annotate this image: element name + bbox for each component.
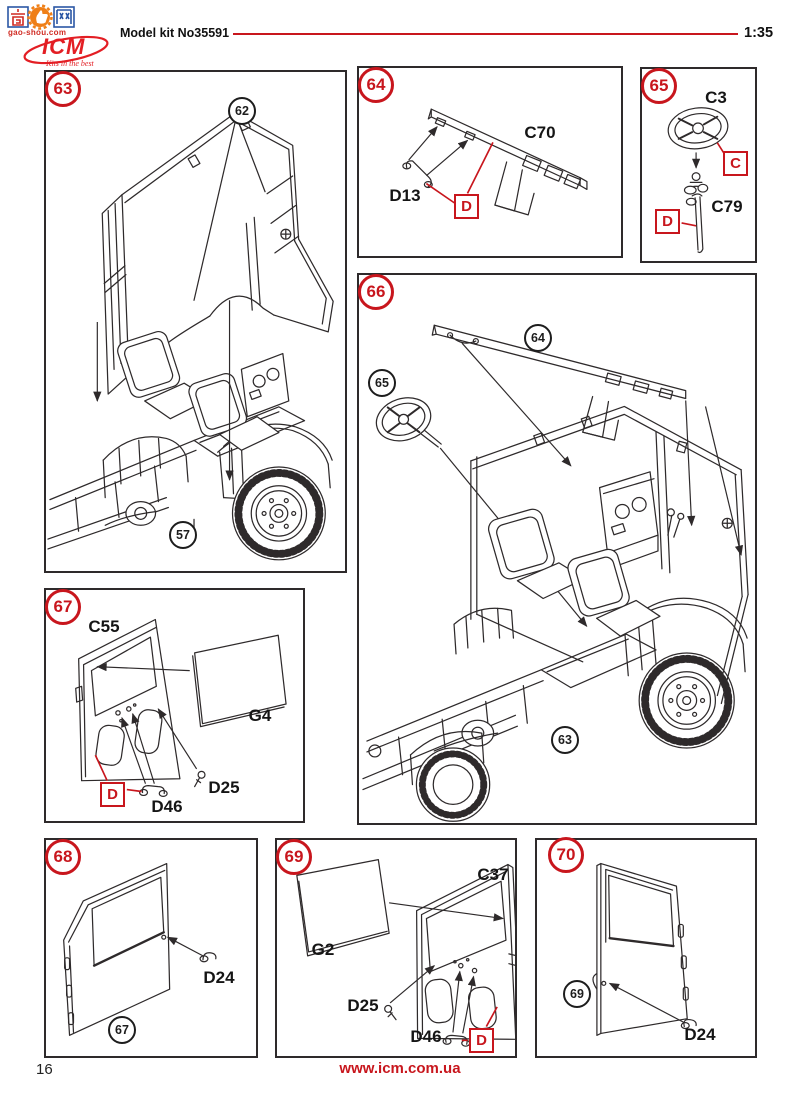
step-68-badge: 68 (45, 839, 81, 875)
part-callout-69: 69 (563, 980, 591, 1008)
part-label-d46: D46 (151, 797, 183, 816)
part-label-d25: D25 (347, 996, 379, 1015)
part-callout-64: 64 (524, 324, 552, 352)
site-url: www.icm.com.ua (339, 1060, 461, 1077)
door-drawing (593, 864, 688, 1036)
cn-char-wang-icon (54, 7, 74, 27)
part-label-c55: C55 (88, 617, 120, 636)
part-callout-67: 67 (108, 1016, 136, 1044)
part-label-d13: D13 (389, 186, 421, 205)
step-63-diagram (46, 72, 345, 571)
step-65-badge: 65 (641, 68, 677, 104)
glue-symbol-d: D (454, 194, 479, 219)
cn-char-gao-icon (8, 7, 28, 27)
rear-wheel-drawing (639, 653, 734, 748)
front-wheel-drawing (416, 748, 489, 821)
step-63-badge: 63 (45, 71, 81, 107)
step-64-panel (357, 66, 623, 258)
part-label-g4: G4 (248, 706, 272, 725)
handle-d24-drawing (200, 953, 216, 962)
step-64-badge: 64 (358, 67, 394, 103)
part-callout-65: 65 (368, 369, 396, 397)
step-67-badge: 67 (45, 589, 81, 625)
bolt-d25-drawing (385, 1005, 396, 1019)
part-label-d24: D24 (684, 1025, 716, 1044)
door-c37-drawing (417, 865, 515, 1040)
glue-symbol-d: D (469, 1028, 494, 1053)
steering-wheel-drawing (371, 391, 441, 448)
glass-g4-drawing (193, 635, 286, 726)
steering-wheel-drawing (666, 104, 731, 153)
scale-label: 1:35 (744, 25, 774, 41)
part-callout-62: 62 (228, 97, 256, 125)
step-70-badge: 70 (548, 837, 584, 873)
step-66-badge: 66 (358, 274, 394, 310)
part-label-c3: C3 (705, 88, 727, 107)
icm-logo-tagline: Kits in the best (46, 59, 94, 68)
glue-symbol-d: D (100, 782, 125, 807)
part-callout-57: 57 (169, 521, 197, 549)
wheel-drawing (233, 467, 326, 560)
step-68-diagram (46, 840, 256, 1056)
watermark-site: gao-shou.com (8, 28, 67, 37)
panel-c70-drawing (428, 109, 587, 215)
part-callout-63: 63 (551, 726, 579, 754)
part-label-d46: D46 (410, 1027, 442, 1046)
part-label-c37: C37 (477, 865, 509, 884)
part-label-c70: C70 (524, 123, 556, 142)
step-64-diagram (359, 68, 621, 256)
page-number: 16 (36, 1061, 53, 1078)
part-label-d25: D25 (208, 778, 240, 797)
glue-symbol-c: C (723, 151, 748, 176)
door-c55-drawing (76, 619, 180, 780)
handle-d46-drawing (140, 786, 168, 797)
steering-column-drawing (684, 173, 707, 253)
step-69-badge: 69 (276, 839, 312, 875)
kit-number-label: Model kit No35591 (120, 26, 230, 40)
glue-symbol-d: D (655, 209, 680, 234)
part-label-d24: D24 (203, 968, 235, 987)
icm-logo-text: ICM (42, 34, 86, 59)
bolt-d25-drawing (195, 771, 205, 786)
thumb-gear-icon (29, 6, 52, 29)
step-63-panel (44, 70, 347, 573)
part-label-g2: G2 (311, 940, 335, 959)
header-rule (233, 33, 738, 35)
step-68-panel (44, 838, 258, 1058)
watermark-logo (6, 4, 126, 70)
part-label-c79: C79 (711, 197, 743, 216)
door-drawing (64, 864, 170, 1036)
panel-c70-drawing (432, 325, 685, 440)
